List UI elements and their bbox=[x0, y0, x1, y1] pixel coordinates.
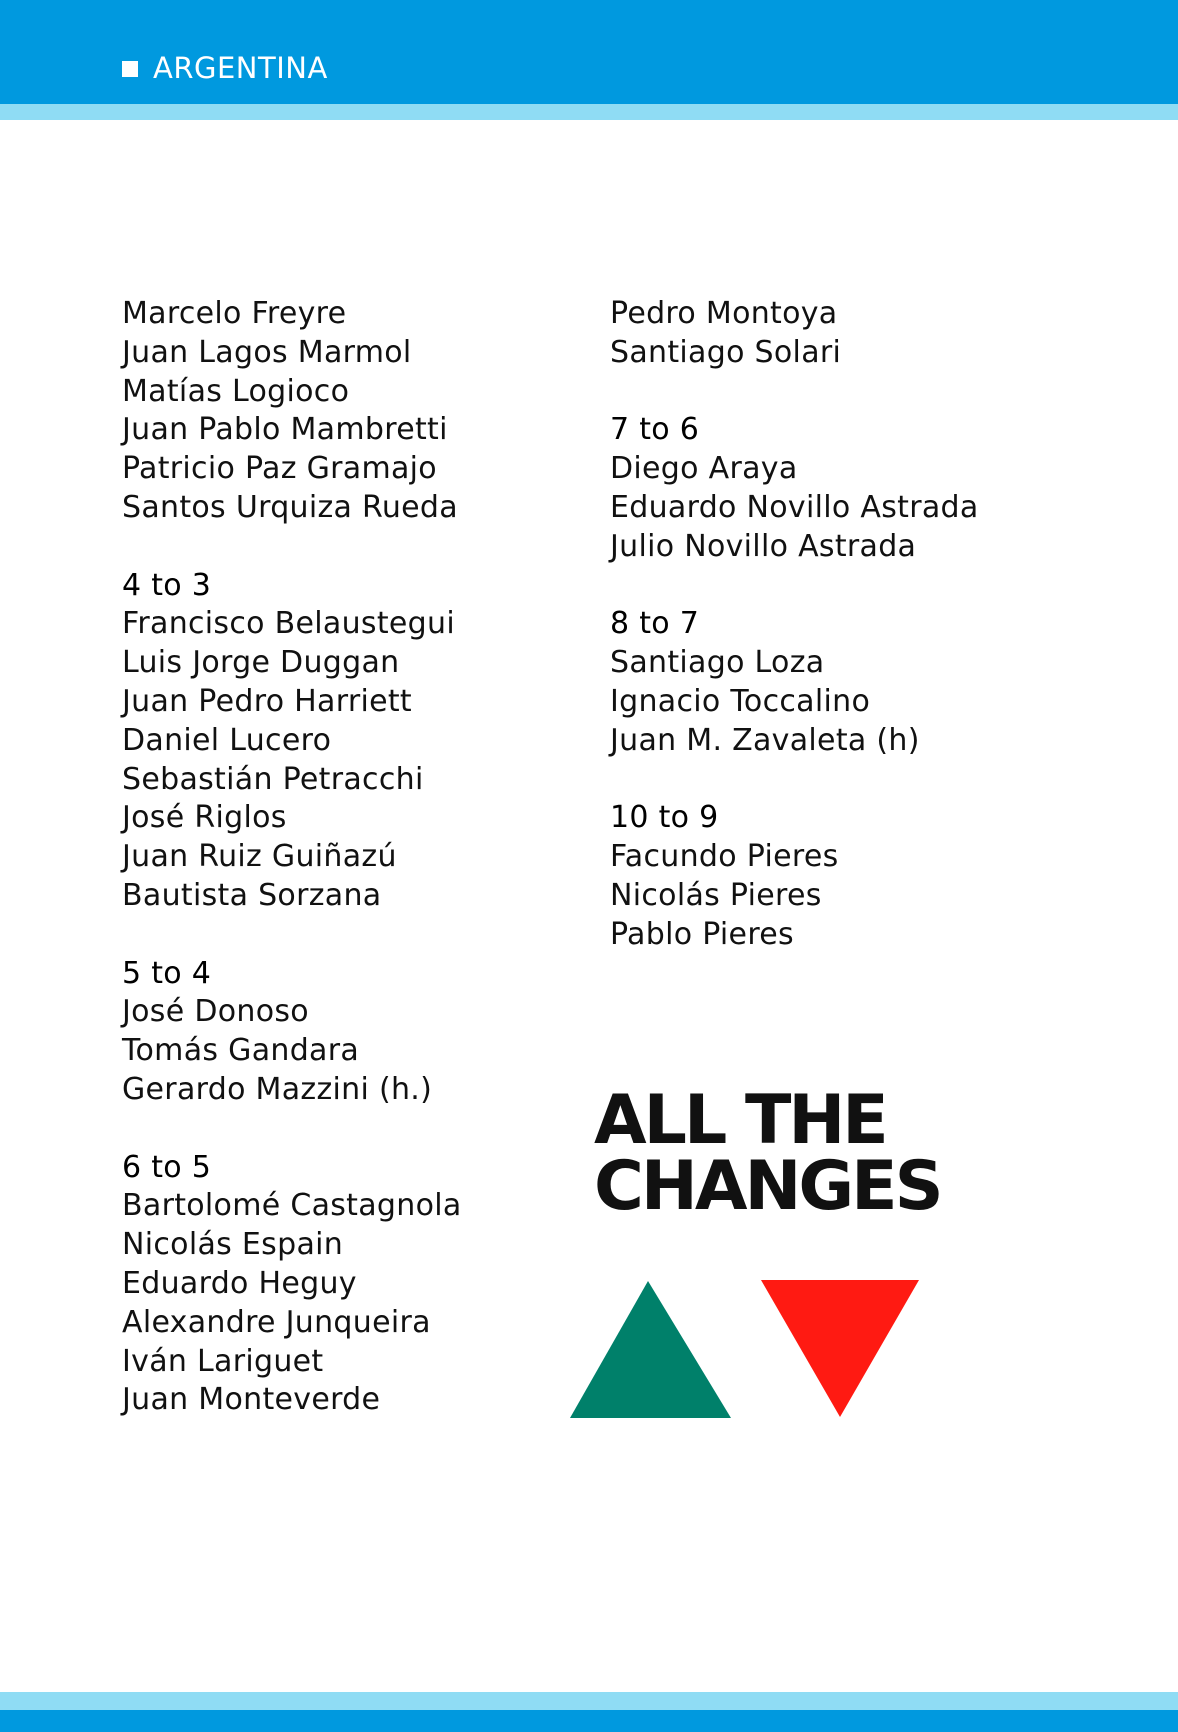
list-item: Nicolás Espain bbox=[122, 1227, 344, 1263]
list-item: Julio Novillo Astrada bbox=[610, 528, 917, 564]
list-item: Juan Monteverde bbox=[122, 1382, 381, 1418]
triangle-up-icon bbox=[570, 1281, 731, 1418]
list-item: José Riglos bbox=[122, 800, 287, 836]
footer-bar bbox=[0, 1710, 1178, 1732]
group-heading: 5 to 4 bbox=[122, 955, 212, 991]
list-item: Santiago Loza bbox=[610, 645, 825, 681]
list-item: Juan Pedro Harriett bbox=[122, 683, 412, 719]
list-item: Nicolás Pieres bbox=[610, 877, 822, 913]
logo-line: ALL THE bbox=[594, 1081, 886, 1160]
list-item: Eduardo Novillo Astrada bbox=[610, 489, 979, 525]
right-column bbox=[610, 295, 1070, 955]
list-item: Pedro Montoya bbox=[610, 296, 838, 331]
spacer bbox=[610, 373, 1070, 412]
group-heading: 7 to 6 bbox=[610, 412, 700, 448]
list-item: Bartolomé Castagnola bbox=[122, 1188, 462, 1224]
list-item: Sebastián Petracchi bbox=[122, 761, 424, 797]
triangle-down-icon bbox=[761, 1280, 919, 1417]
list-item: Alexandre Junqueira bbox=[122, 1304, 431, 1340]
header-stripe bbox=[0, 104, 1178, 120]
list-item: Tomás Gandara bbox=[122, 1033, 360, 1069]
list-item: Juan Pablo Mambretti bbox=[122, 412, 448, 448]
list-item: Iván Lariguet bbox=[122, 1343, 324, 1379]
list-item: Francisco Belaustegui bbox=[122, 606, 455, 642]
list-item: José Donoso bbox=[122, 994, 309, 1030]
page-title: ARGENTINA bbox=[153, 51, 328, 85]
list-item: Eduardo Heguy bbox=[122, 1265, 357, 1301]
list-item: Daniel Lucero bbox=[122, 722, 332, 758]
list-item: Patricio Paz Gramajo bbox=[122, 451, 437, 487]
list-item: Matías Logioco bbox=[122, 373, 350, 409]
list-item: Juan Lagos Marmol bbox=[122, 334, 412, 370]
list-item: Santos Urquiza Rueda bbox=[122, 489, 458, 525]
list-item: Pablo Pieres bbox=[610, 916, 794, 952]
footer-stripe bbox=[0, 1692, 1178, 1710]
list-item: Santiago Solari bbox=[610, 334, 842, 370]
list-item: Ignacio Toccalino bbox=[610, 683, 871, 719]
list-item: Diego Araya bbox=[610, 451, 798, 487]
spacer bbox=[122, 916, 592, 955]
list-item: Facundo Pieres bbox=[610, 839, 839, 875]
spacer bbox=[610, 567, 1070, 606]
list-item: Gerardo Mazzini (h.) bbox=[122, 1071, 433, 1107]
group-heading: 10 to 9 bbox=[610, 800, 719, 836]
list-item: Juan Ruiz Guiñazú bbox=[122, 839, 397, 875]
square-bullet-icon bbox=[122, 61, 138, 77]
list-item: Juan M. Zavaleta (h) bbox=[610, 722, 920, 758]
group-heading: 8 to 7 bbox=[610, 606, 700, 642]
spacer bbox=[122, 1110, 592, 1149]
group-heading: 6 to 5 bbox=[122, 1149, 212, 1185]
logo-line: CHANGES bbox=[594, 1147, 941, 1226]
triangles-graphic bbox=[570, 1276, 925, 1418]
list-item: Luis Jorge Duggan bbox=[122, 645, 400, 681]
left-column bbox=[122, 295, 592, 1420]
spacer bbox=[122, 528, 592, 567]
group-heading: 4 to 3 bbox=[122, 567, 212, 603]
all-the-changes-logo bbox=[594, 1081, 941, 1226]
list-item: Marcelo Freyre bbox=[122, 296, 347, 331]
spacer bbox=[610, 761, 1070, 800]
list-item: Bautista Sorzana bbox=[122, 877, 382, 913]
